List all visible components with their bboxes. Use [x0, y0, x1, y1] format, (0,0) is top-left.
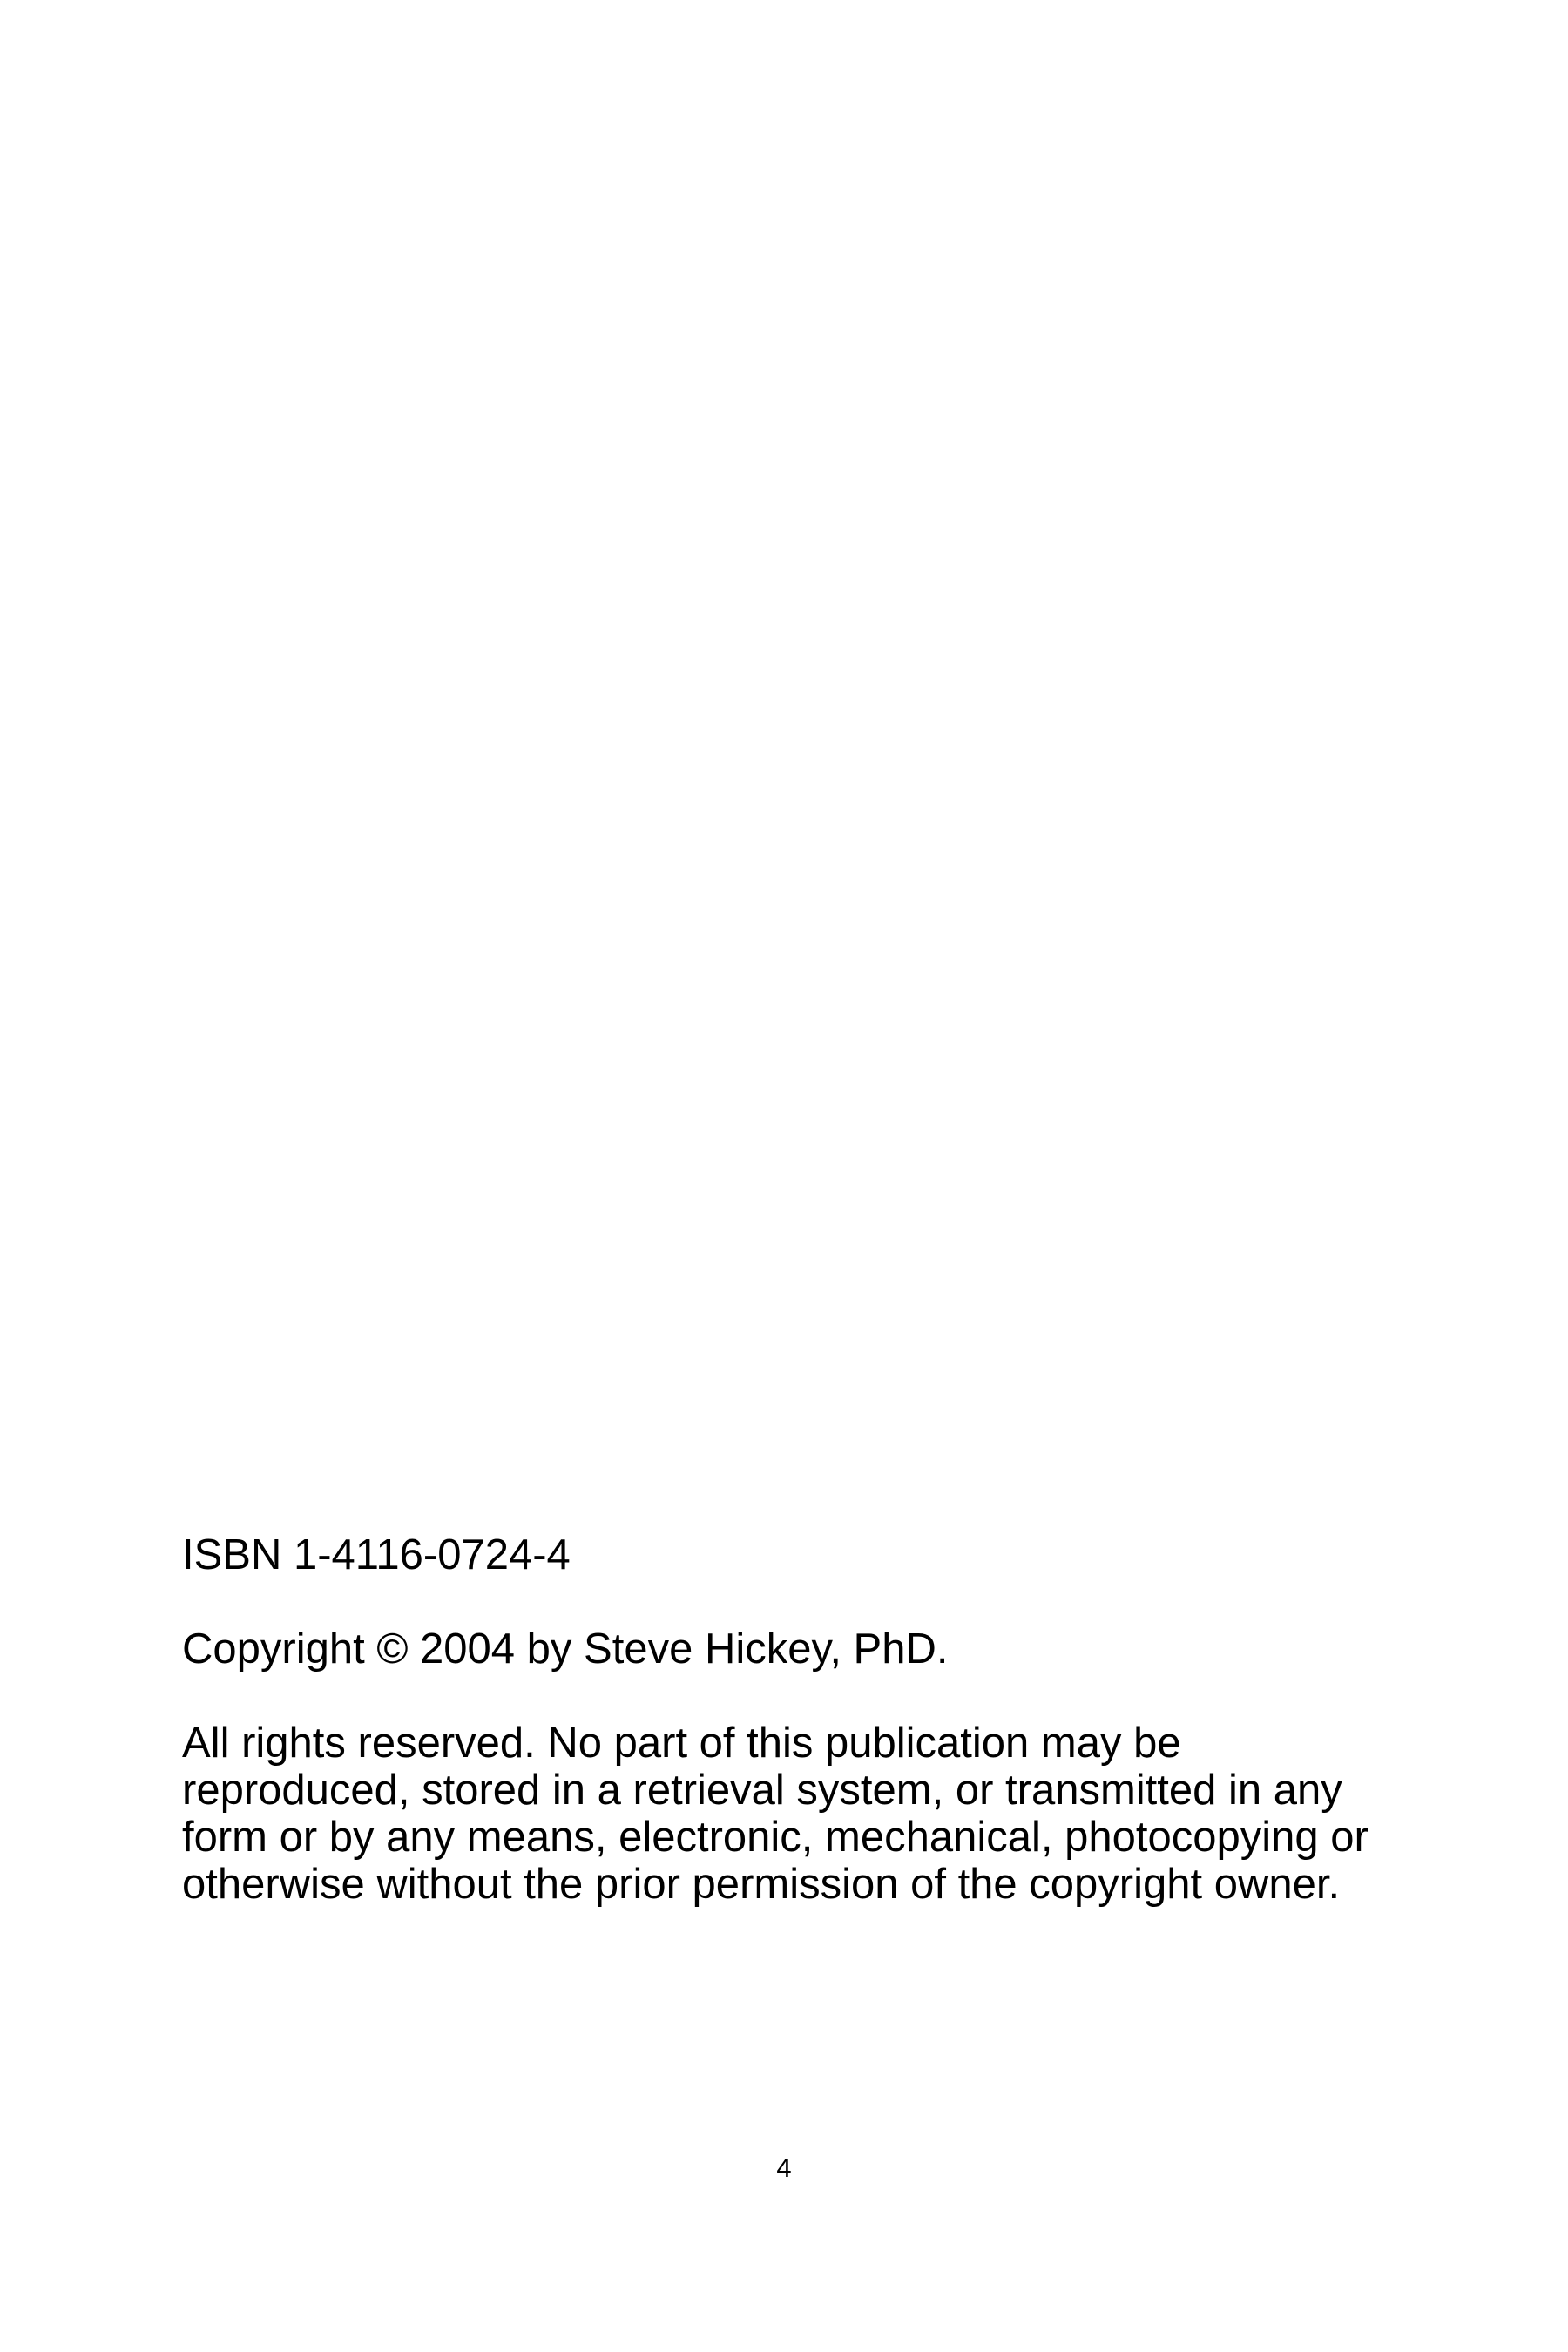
rights-line: All rights reserved. No part of this publication may be [182, 1720, 1181, 1767]
copyright-notice: Copyright © 2004 by Steve Hickey, PhD. [182, 1625, 949, 1673]
page-number: 4 [776, 2153, 792, 2183]
copyright-page-text [182, 1531, 1402, 1908]
rights-statement [182, 1720, 1402, 1908]
rights-line: form or by any means, electronic, mechanical, photocopying or [182, 1814, 1369, 1861]
isbn: ISBN 1-4116-0724-4 [182, 1531, 571, 1578]
rights-line: reproduced, stored in a retrieval system, or transmitted in any [182, 1767, 1342, 1814]
rights-line: otherwise without the prior permission of the copyright owner. [182, 1861, 1341, 1908]
